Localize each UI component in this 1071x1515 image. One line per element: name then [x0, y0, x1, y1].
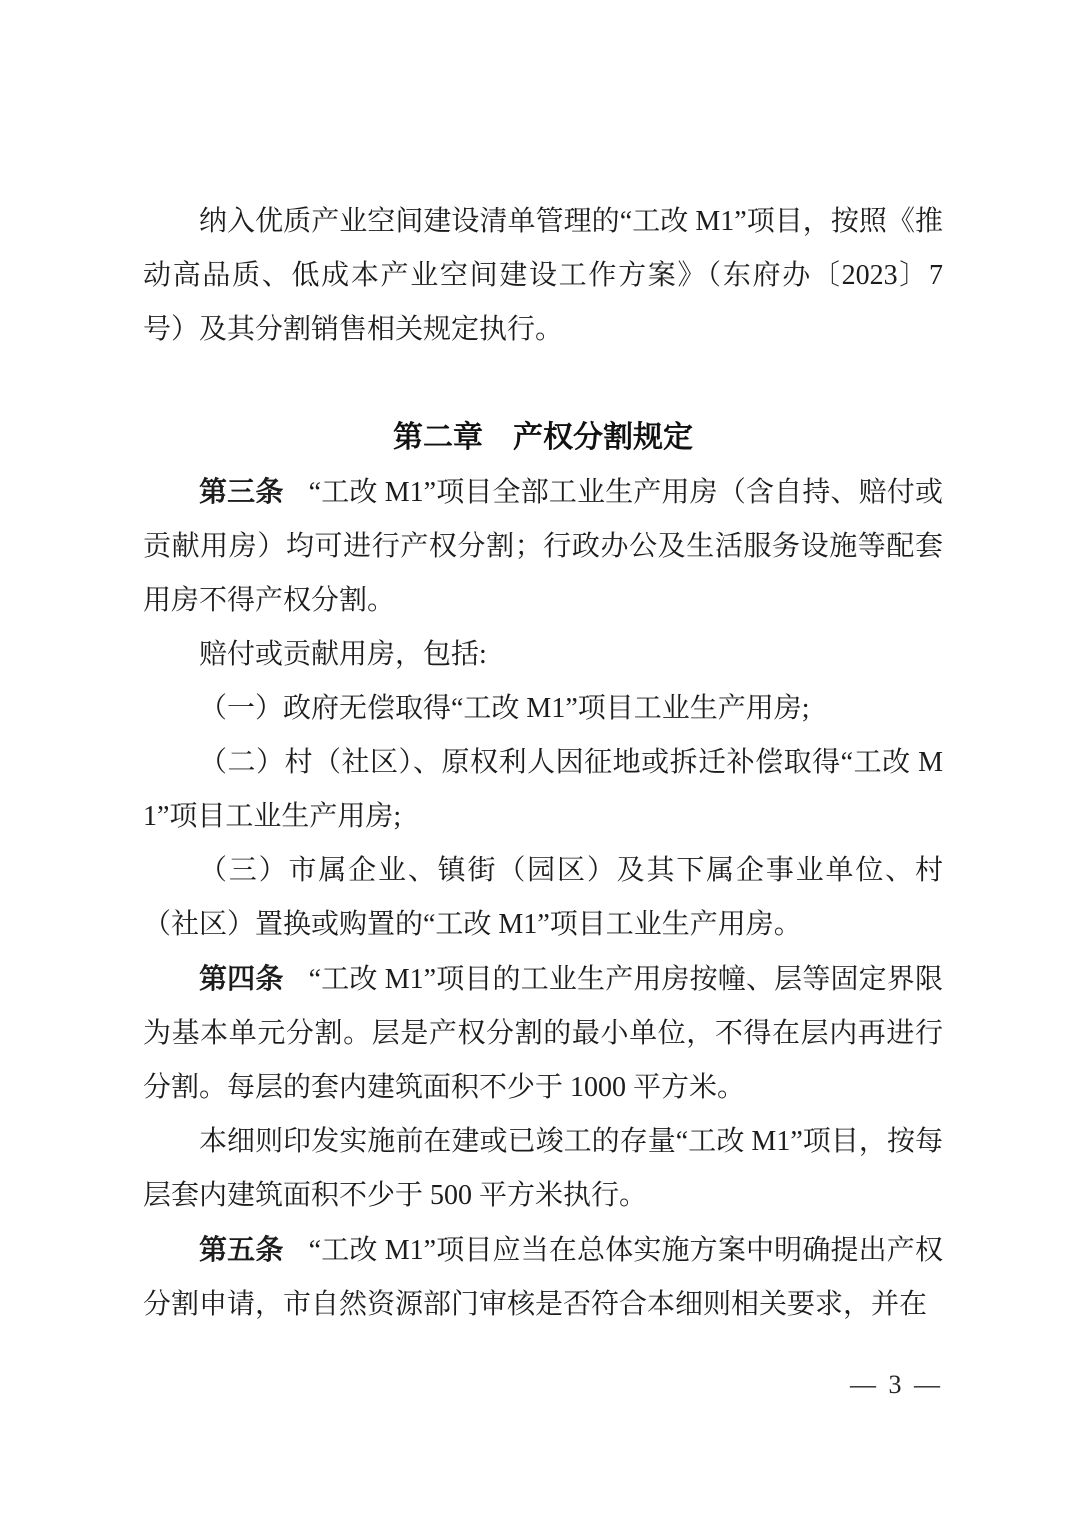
list-item-1: （一）政府无偿取得“工改 M1”项目工业生产用房; — [199, 693, 810, 724]
intro-paragraph: 纳入优质产业空间建设清单管理的“工改 M1”项目，按照《推动高品质、低成本产业空间建设工作方案》（东府办〔2023〕7 号）及其分割销售相关规定执行。 — [143, 206, 943, 345]
chapter-heading: 第二章 产权分割规定 — [393, 421, 693, 454]
article-4-paragraph — [143, 952, 943, 1115]
page-number: — 3 — — [850, 1370, 943, 1399]
article-3-paragraph — [143, 465, 943, 628]
compensation-intro-paragraph: 赔付或贡献用房，包括: — [199, 639, 487, 670]
article-5-label: 第五条 — [199, 1234, 284, 1265]
article-5-text: “工改 M1”项目应当在总体实施方案中明确提出产权分割申请，市自然资源部门审核是否符合本细则相关要求，并在 — [143, 1235, 943, 1320]
article-4-text: “工改 M1”项目的工业生产用房按幢、层等固定界限为基本单元分割。层是产权分割的最小单位，不得在层内再进行分割。每层的套内建筑面积不少于 1000 平方米。 — [143, 964, 943, 1103]
stock-projects-paragraph: 本细则印发实施前在建或已竣工的存量“工改 M1”项目，按每层套内建筑面积不少于 500 平方米执行。 — [143, 1126, 943, 1211]
article-3-label: 第三条 — [199, 476, 284, 507]
article-4-label: 第四条 — [199, 963, 284, 994]
list-item-3: （三）市属企业、镇街（园区）及其下属企事业单位、村（社区）置换或购置的“工改 M1”项目工业生产用房。 — [143, 855, 943, 940]
list-item-2: （二）村（社区）、原权利人因征地或拆迁补偿取得“工改 M1”项目工业生产用房; — [143, 747, 943, 832]
document-content — [143, 195, 943, 1400]
article-5-paragraph — [143, 1223, 943, 1332]
article-3-text: “工改 M1”项目全部工业生产用房（含自持、赔付或贡献用房）均可进行产权分割；行政办公及生活服务设施等配套用房不得产权分割。 — [143, 477, 943, 616]
